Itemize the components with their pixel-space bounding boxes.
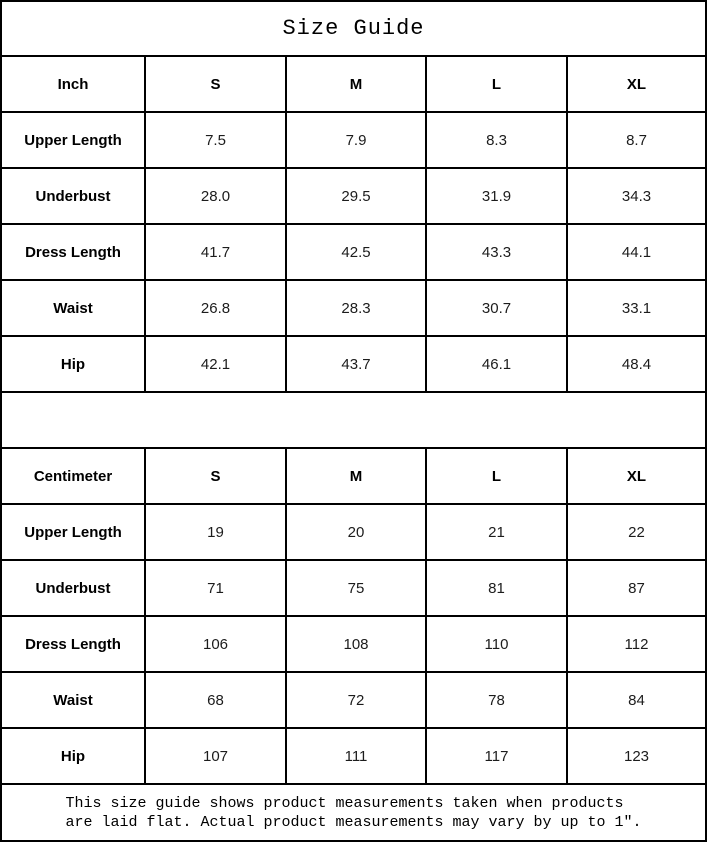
table-spacer [2, 393, 705, 449]
measurement-value: 106 [146, 617, 287, 673]
measurement-value: 30.7 [427, 281, 568, 337]
measurement-value: 110 [427, 617, 568, 673]
footer-note-line-1: This size guide shows product measurements taken when products [65, 794, 624, 812]
measurement-value: 107 [146, 729, 287, 785]
size-header-m: M [287, 449, 427, 505]
size-header-l: L [427, 57, 568, 113]
measurement-value: 71 [146, 561, 287, 617]
measurement-value: 29.5 [287, 169, 427, 225]
unit-header-centimeter: Centimeter [2, 449, 146, 505]
measurement-value: 81 [427, 561, 568, 617]
measurement-label: Waist [2, 673, 146, 729]
size-header-xl: XL [568, 57, 705, 113]
measurement-value: 34.3 [568, 169, 705, 225]
size-header-xl: XL [568, 449, 705, 505]
measurement-value: 78 [427, 673, 568, 729]
measurement-label: Dress Length [2, 617, 146, 673]
measurement-value: 117 [427, 729, 568, 785]
measurement-value: 87 [568, 561, 705, 617]
measurement-value: 28.0 [146, 169, 287, 225]
measurement-value: 112 [568, 617, 705, 673]
measurement-value: 33.1 [568, 281, 705, 337]
measurement-value: 72 [287, 673, 427, 729]
measurement-value: 7.9 [287, 113, 427, 169]
measurement-value: 46.1 [427, 337, 568, 393]
measurement-label: Underbust [2, 561, 146, 617]
measurement-value: 75 [287, 561, 427, 617]
measurement-value: 44.1 [568, 225, 705, 281]
measurement-value: 41.7 [146, 225, 287, 281]
measurement-label: Waist [2, 281, 146, 337]
measurement-value: 31.9 [427, 169, 568, 225]
size-header-s: S [146, 57, 287, 113]
footer-note-line-2: are laid flat. Actual product measurements may vary by up to 1″. [65, 813, 642, 831]
measurement-label: Dress Length [2, 225, 146, 281]
measurement-value: 7.5 [146, 113, 287, 169]
measurement-value: 42.5 [287, 225, 427, 281]
measurement-value: 26.8 [146, 281, 287, 337]
measurement-value: 111 [287, 729, 427, 785]
measurement-label: Underbust [2, 169, 146, 225]
size-header-m: M [287, 57, 427, 113]
measurement-label: Upper Length [2, 505, 146, 561]
measurement-label: Hip [2, 729, 146, 785]
measurement-value: 28.3 [287, 281, 427, 337]
unit-header-inch: Inch [2, 57, 146, 113]
measurement-value: 42.1 [146, 337, 287, 393]
measurement-value: 43.7 [287, 337, 427, 393]
measurement-value: 123 [568, 729, 705, 785]
measurement-value: 43.3 [427, 225, 568, 281]
measurement-value: 20 [287, 505, 427, 561]
footer-note-text [65, 794, 641, 832]
measurement-value: 68 [146, 673, 287, 729]
measurement-value: 22 [568, 505, 705, 561]
measurement-value: 108 [287, 617, 427, 673]
measurement-value: 21 [427, 505, 568, 561]
size-guide-grid [2, 2, 705, 840]
size-header-s: S [146, 449, 287, 505]
measurement-value: 19 [146, 505, 287, 561]
measurement-value: 48.4 [568, 337, 705, 393]
measurement-label: Hip [2, 337, 146, 393]
footer-note [2, 785, 705, 840]
page-title: Size Guide [2, 2, 705, 57]
measurement-label: Upper Length [2, 113, 146, 169]
measurement-value: 8.3 [427, 113, 568, 169]
size-header-l: L [427, 449, 568, 505]
measurement-value: 8.7 [568, 113, 705, 169]
measurement-value: 84 [568, 673, 705, 729]
